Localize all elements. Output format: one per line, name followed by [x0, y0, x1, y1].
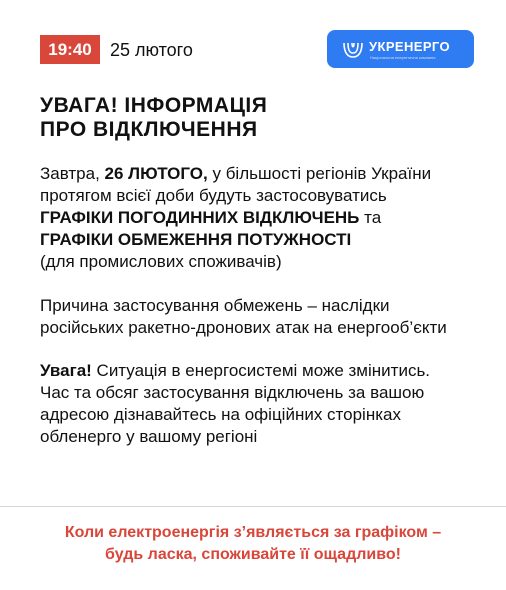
p1-conj: та: [359, 208, 382, 227]
title-line-1: УВАГА! ІНФОРМАЦІЯ: [40, 94, 268, 117]
p1-line-2: протягом всієї доби будуть застосовуватись: [40, 186, 387, 205]
p2-line-2: російських ракетно-дронових атак на енергооб’єкти: [40, 318, 447, 337]
p1-date: 26 ЛЮТОГО,: [104, 164, 208, 183]
p1-line-1-rest: у більшості регіонів України: [207, 164, 432, 183]
p1-line-1: [40, 163, 480, 185]
p1-line-4: [40, 229, 480, 251]
time-badge: 19:40: [40, 35, 100, 64]
p3-line-2: Час та обсяг застосування відключень за вашою: [40, 383, 425, 402]
p3-line-4: обленерго у вашому регіоні: [40, 427, 258, 446]
title-line-2: ПРО ВІДКЛЮЧЕННЯ: [40, 118, 258, 141]
footer-divider: [0, 506, 506, 507]
attention-paragraph: [40, 360, 480, 448]
date-label: 25 лютого: [110, 40, 193, 60]
p3-line-1: [40, 360, 480, 382]
p1-intro: Завтра,: [40, 164, 105, 183]
p1-schedule-2: ГРАФІКИ ОБМЕЖЕННЯ ПОТУЖНОСТІ: [40, 230, 352, 249]
ukrenergo-logo: [327, 30, 474, 68]
ukrenergo-logo-icon: [342, 40, 364, 60]
p3-line-3: адресою дізнавайтесь на офіційних сторінках: [40, 405, 401, 424]
page-title: [40, 94, 267, 142]
p3-attention: Увага!: [40, 361, 92, 380]
footer-message: [0, 522, 506, 566]
footer-line-2: будь ласка, споживайте її ощадливо!: [105, 546, 401, 563]
footer-line-1: Коли електроенергія з’являється за графіком –: [64, 524, 442, 541]
p1-line-3: [40, 207, 480, 229]
schedule-paragraph: [40, 163, 480, 273]
p3-line-1-rest: Ситуація в енергосистемі може змінитись.: [91, 361, 431, 380]
logo-tagline: Національна енергетична компанія: [370, 55, 436, 60]
p1-note: (для промислових споживачів): [40, 252, 282, 271]
p1-schedule-1: ГРАФІКИ ПОГОДИННИХ ВІДКЛЮЧЕНЬ: [40, 208, 360, 227]
p2-line-1: Причина застосування обмежень – наслідки: [40, 296, 390, 315]
logo-name: УКРЕНЕРГО: [369, 39, 451, 54]
reason-paragraph: [40, 295, 480, 339]
